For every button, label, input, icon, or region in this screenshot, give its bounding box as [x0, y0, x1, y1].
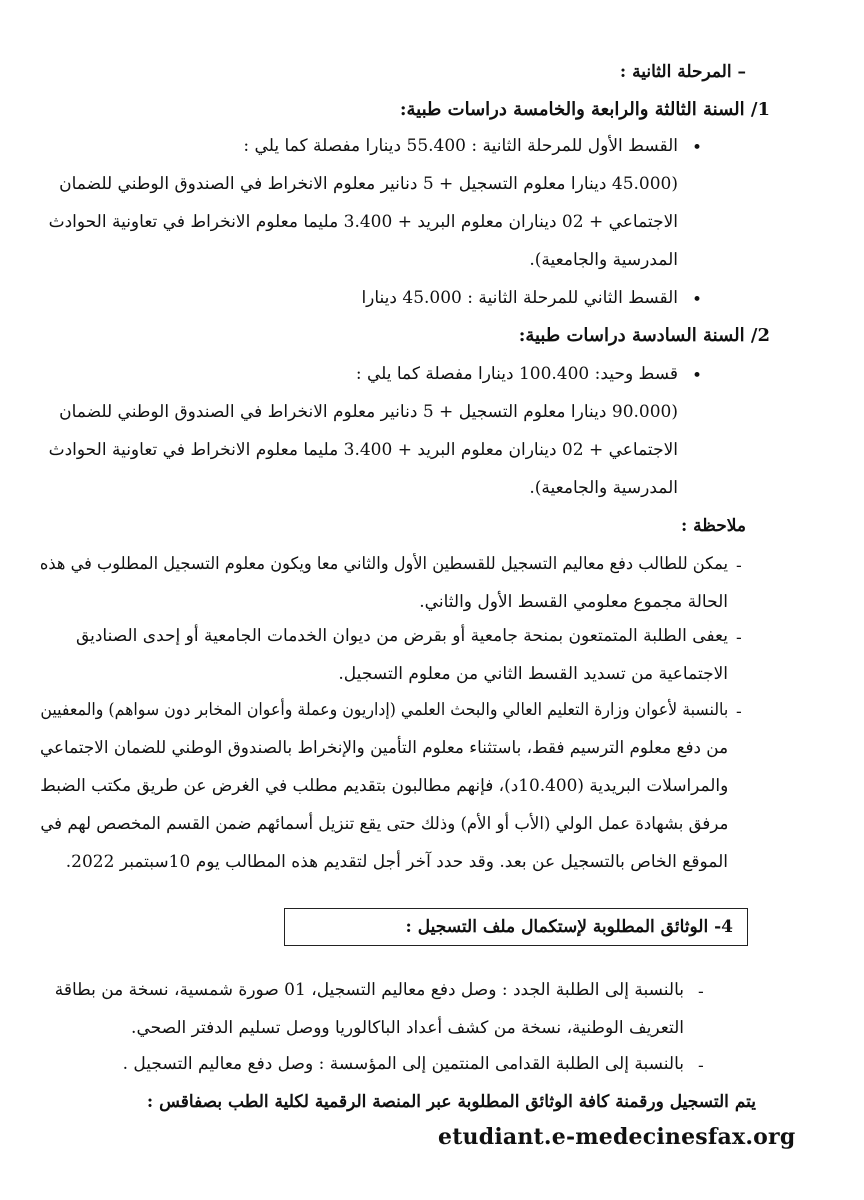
section2-title: السنة السادسة دراسات طبية:: [518, 325, 745, 346]
dash-marker: -: [736, 702, 742, 722]
section1-number: 1/: [750, 99, 770, 120]
footer-instruction: يتم التسجيل ورقمنة كافة الوثائق المطلوبة عبر المنصة الرقمية لكلية الطب بصفاقس :: [146, 1092, 756, 1112]
section4-a-line2: التعريف الوطنية، نسخة من كشف أعداد الباكالوريا ووصل تسليم الدفتر الصحي.: [131, 1018, 684, 1038]
note-p3-line2: من دفع معلوم الترسيم فقط، باستثناء معلوم التأمين والإنخراط بالصندوق الوطني للضمان الاجتماعي: [39, 738, 728, 758]
section4-frame: [284, 908, 748, 946]
dash-marker: -: [698, 1056, 704, 1076]
section2-item1-line3: الاجتماعي + 02 ديناران معلوم البريد + 3.400 مليما معلوم الانخراط في تعاونية الحوادث: [48, 440, 678, 460]
note-p1-line2: الحالة مجموع معلومي القسط الأول والثاني.: [419, 592, 728, 612]
section2-heading: [519, 324, 770, 348]
section4-b-line1: بالنسبة إلى الطلبة القدامى المنتمين إلى المؤسسة : وصل دفع معاليم التسجيل .: [122, 1054, 684, 1074]
note-p1-line1: يمكن للطالب دفع معاليم التسجيل للقسطين الأول والثاني معا ويكون معلوم التسجيل المطلوب في هذه: [39, 554, 728, 574]
bullet-icon: •: [692, 366, 703, 386]
section2-item1-line4: المدرسية والجامعية).: [529, 478, 678, 498]
dash-marker: -: [736, 628, 742, 648]
phase-title: – المرحلة الثانية :: [619, 62, 746, 82]
section1-item1-line3: الاجتماعي + 02 ديناران معلوم البريد + 3.400 مليما معلوم الانخراط في تعاونية الحوادث: [48, 212, 678, 232]
platform-url[interactable]: etudiant.e-medecinesfax.org: [438, 1124, 796, 1150]
section4-a-line1: بالنسبة إلى الطلبة الجدد : وصل دفع معاليم التسجيل، 01 صورة شمسية، نسخة من بطاقة: [54, 980, 684, 1000]
section1-item1-line2: (45.000 دينارا معلوم التسجيل + 5 دنانير معلوم الانخراط في الصندوق الوطني للضمان: [59, 174, 678, 194]
bullet-icon: •: [692, 138, 703, 158]
section1-item1-line4: المدرسية والجامعية).: [529, 250, 678, 270]
section1-heading: [400, 98, 770, 122]
note-p3-line5: الموقع الخاص بالتسجيل عن بعد. وقد حدد آخر أجل لتقديم هذه المطالب يوم 10سبتمبر 2022.: [65, 852, 728, 872]
section2-number: 2/: [750, 325, 770, 346]
dash-marker: -: [736, 556, 742, 576]
bullet-icon: •: [692, 290, 703, 310]
section2-item1-line1: قسط وحيد: 100.400 دينارا مفصلة كما يلي :: [355, 364, 678, 384]
note-p2-line2: الاجتماعية من تسديد القسط الثاني من معلوم التسجيل.: [338, 664, 728, 684]
section2-item1-line2: (90.000 دينارا معلوم التسجيل + 5 دنانير معلوم الانخراط في الصندوق الوطني للضمان: [59, 402, 678, 422]
note-p3-line4: مرفق بشهادة عمل الولي (الأب أو الأم) وذلك حتى يقع تنزيل أسمائهم ضمن القسم المخصص لهم في: [40, 814, 728, 834]
section1-item1-line1: القسط الأول للمرحلة الثانية : 55.400 دينارا مفصلة كما يلي :: [243, 136, 678, 156]
note-p3-line3: والمراسلات البريدية (10.400د)، فإنهم مطالبون بتقديم مطلب في الغرض عن طريق مكتب الضبط: [39, 776, 728, 796]
section4-title: 4- الوثائق المطلوبة لإستكمال ملف التسجيل :: [405, 917, 733, 937]
note-p2-line1: يعفى الطلبة المتمتعون بمنحة جامعية أو بقرض من ديوان الخدمات الجامعية أو إحدى الصناديق: [75, 626, 728, 646]
note-p3-line1: بالنسبة لأعوان وزارة التعليم العالي والبحث العلمي (إداريون وعملة وأعوان المخابر دون سواهم) والمعفيين: [40, 700, 728, 720]
section1-item2: القسط الثاني للمرحلة الثانية : 45.000 دينارا: [361, 288, 678, 308]
note-title: ملاحظة :: [680, 516, 746, 536]
dash-marker: -: [698, 982, 704, 1002]
section1-title: السنة الثالثة والرابعة والخامسة دراسات طبية:: [399, 99, 745, 120]
